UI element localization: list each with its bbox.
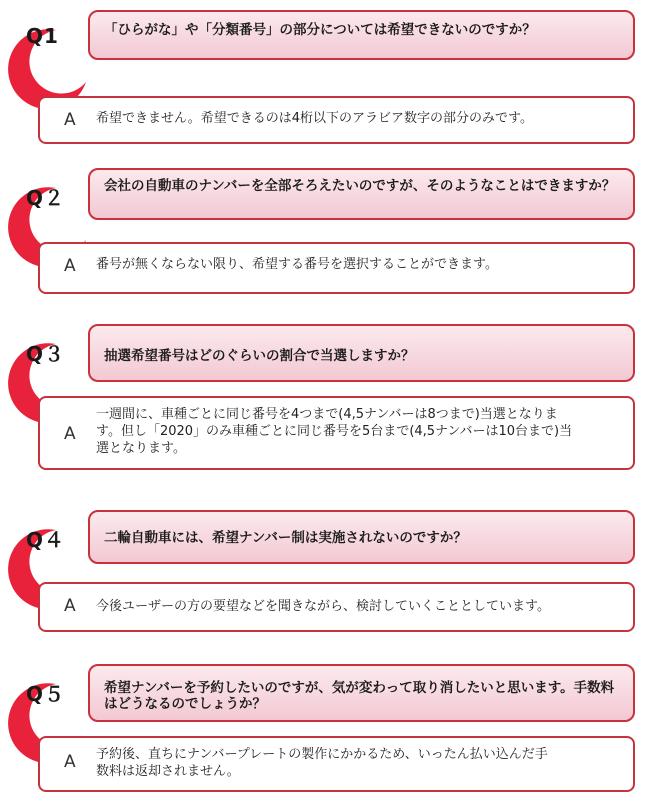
question-number: Q２ [26,186,66,210]
question-box [88,510,635,564]
answer-label: A [64,424,76,444]
answer-label: A [64,752,76,772]
answer-text: 今後ユーザーの方の要望などを聞きながら、検討していくこととしています。 [96,599,550,614]
faq-item-5 [0,662,648,802]
answer-box [38,396,635,470]
question-text: 二輪自動車には、希望ナンバー制は実施されないのですか？ [104,530,467,546]
answer-box [38,96,635,144]
answer-label: A [64,256,76,276]
question-box [88,168,635,220]
question-box [88,664,635,722]
question-text: 会社の自動車のナンバーを全部そろえたいのですが、そのようなことはできますか？ [104,178,616,194]
answer-box [38,582,635,632]
question-text: 希望ナンバーを予約したいのですが、気が変わって取り消したいと思います。手数料はどうなるのでしょうか？ [104,680,615,712]
faq-item-1 [0,8,648,148]
answer-text: 予約後、直ちにナンバープレートの製作にかかるため、いったん払い込んだ手数料は返却されません。 [96,747,548,779]
question-text: 「ひらがな」や「分類番号」の部分については希望できないのですか？ [104,22,536,38]
question-number: Q３ [26,342,66,366]
question-box [88,324,635,382]
answer-text: 希望できません。希望できるのは4桁以下のアラビア数字の部分のみです。 [96,111,534,126]
faq-item-2 [0,166,648,306]
faq-item-4 [0,508,648,648]
answer-box [38,242,635,294]
question-box [88,10,635,60]
answer-box [38,736,635,792]
question-text: 抽選希望番号はどのぐらいの割合で当選しますか？ [104,348,415,364]
question-number: Q５ [26,682,66,706]
question-number: Q1 [26,24,59,48]
question-number: Q４ [26,528,66,552]
answer-text: 一週間に、車種ごとに同じ番号を4つまで(4,5ナンバーは8つまで)当選となります。但し「2020」のみ車種ごとに同じ番号を5台まで(4,5ナンバーは10台まで)当選となります。 [96,407,573,456]
answer-text: 番号が無くならない限り、希望する番号を選択することができます。 [96,257,498,272]
faq-item-3 [0,322,648,462]
answer-label: A [64,596,76,616]
answer-label: A [64,110,76,130]
